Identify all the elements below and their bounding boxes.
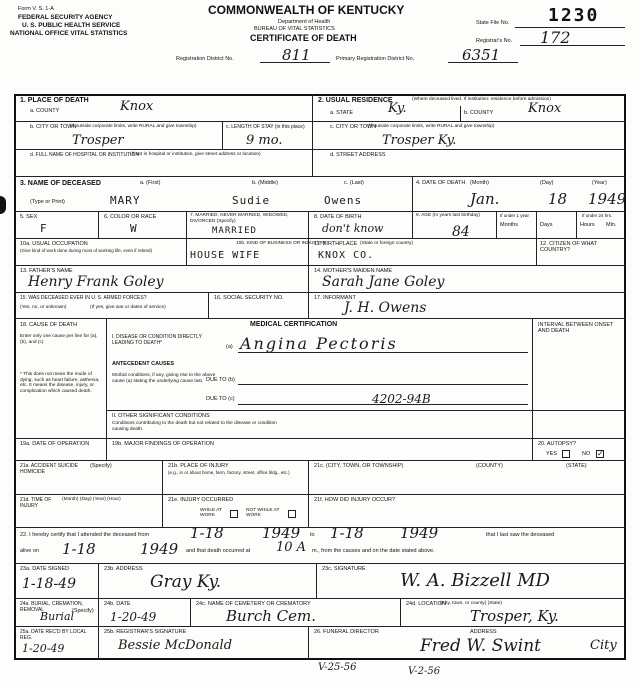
place-of-injury-note: (e.g., in or about home, farm, factory, street, office bldg., etc.) bbox=[168, 470, 290, 475]
injury-state-label: (STATE) bbox=[566, 463, 587, 469]
autopsy-label: 20. AUTOPSY? bbox=[538, 441, 577, 447]
funeral-director-city: City bbox=[590, 638, 617, 653]
attended-to-year: 1949 bbox=[400, 524, 439, 542]
burial: Burial bbox=[40, 610, 75, 623]
attended-from-year: 1949 bbox=[262, 524, 301, 542]
state-file-number: 1230 bbox=[548, 5, 600, 26]
state-file-label: State File No. bbox=[476, 20, 510, 26]
primary-district-label: Primary Registration District No. bbox=[336, 56, 415, 62]
accident-specify: (Specify) bbox=[90, 463, 112, 469]
location-cols: (City, town, or county) (State) bbox=[440, 601, 503, 606]
registration-district-label: Registration District No. bbox=[176, 56, 234, 62]
interval-label: INTERVAL BETWEEN ONSET AND DEATH bbox=[538, 322, 614, 334]
physician-signature: W. A. Bizzell MD bbox=[400, 570, 550, 591]
cause-note-2: * This does not mean the mode of dying, such as heart failure, asthenia, etc. It means the disease, injury, or complication which caused death. bbox=[20, 372, 100, 394]
alive-on-label: alive on bbox=[20, 548, 39, 554]
date-received: 1-20-49 bbox=[22, 642, 65, 655]
occupation-note: (Give kind of work done during most of working life, even if retired) bbox=[20, 248, 153, 253]
funeral-director: Fred W. Swint bbox=[420, 636, 541, 656]
registration-district-number: 811 bbox=[282, 46, 311, 64]
date-received-label: 25a. DATE REC'D BY LOCAL REG. bbox=[20, 629, 87, 641]
pod-county-label: a. COUNTY bbox=[30, 108, 60, 114]
autopsy-yes-checkbox[interactable] bbox=[562, 450, 570, 458]
accident-label: 21a. ACCIDENT SUICIDE HOMICIDE bbox=[20, 463, 78, 475]
agency-line-3: NATIONAL OFFICE VITAL STATISTICS bbox=[10, 30, 128, 37]
death-time: 10 A bbox=[276, 540, 307, 555]
physician-address: Gray Ky. bbox=[150, 572, 222, 592]
informant: J. H. Owens bbox=[344, 300, 427, 316]
due-to-c-label: DUE TO (c) bbox=[206, 396, 235, 402]
address-label: 23b. ADDRESS bbox=[104, 566, 143, 572]
res-city-note: (If outside corporate limits, write RURAL and give township) bbox=[368, 124, 495, 129]
industry-label: 10b. KIND OF BUSINESS OR INDUSTRY bbox=[236, 241, 327, 246]
marital: MARRIED bbox=[212, 226, 257, 236]
medical-heading: MEDICAL CERTIFICATION bbox=[250, 321, 338, 328]
funeral-director-label: 26. FUNERAL DIRECTOR bbox=[314, 629, 379, 635]
armed-forces-note: (Yes, no, or unknown) bbox=[20, 305, 67, 310]
burial-date: 1-20-49 bbox=[110, 610, 157, 624]
hours-label: Hours bbox=[580, 222, 595, 228]
res-city: Trosper Ky. bbox=[382, 133, 457, 148]
agency-line-2: U. S. PUBLIC HEALTH SERVICE bbox=[22, 22, 121, 29]
registrar-signature-label: 25b. REGISTRAR'S SIGNATURE bbox=[104, 629, 187, 635]
department: Department of Health bbox=[278, 19, 331, 25]
due-to-b-label: DUE TO (b) bbox=[206, 377, 235, 383]
funeral-director-address-label: ADDRESS bbox=[470, 629, 497, 635]
date-signed-label: 23a. DATE SIGNED bbox=[20, 566, 70, 572]
registrar-number-label: Registrar's No. bbox=[476, 38, 513, 44]
dod-year-label: (Year) bbox=[592, 180, 607, 186]
certify-to: to bbox=[310, 532, 315, 538]
last-name: Owens bbox=[324, 194, 363, 207]
father-label: 13. FATHER'S NAME bbox=[20, 268, 73, 274]
operation-findings-label: 19b. MAJOR FINDINGS OF OPERATION bbox=[112, 441, 214, 447]
marital-label: 7. MARRIED, NEVER MARRIED, WIDOWED, DIVORCED (Specify) bbox=[190, 213, 289, 224]
usual-residence-note: (Where deceased lived. If institution: residence before admission) bbox=[412, 97, 551, 102]
other-conditions-note: Conditions contributing to the death but not related to the disease or condition causing death. bbox=[112, 421, 277, 432]
res-state: Ky. bbox=[388, 101, 407, 116]
birth-label: 8. DATE OF BIRTH bbox=[314, 214, 362, 220]
autopsy-no-label: NO bbox=[582, 451, 591, 457]
res-state-label: a. STATE bbox=[330, 110, 354, 116]
sex-label: 5. SEX bbox=[20, 214, 38, 220]
agency-line-1: FEDERAL SECURITY AGENCY bbox=[18, 14, 113, 21]
pod-city: Trosper bbox=[72, 133, 124, 148]
days-label: Days bbox=[540, 222, 553, 228]
location-label: 24d. LOCATION bbox=[406, 601, 446, 607]
birthplace-label: 11. BIRTHPLACE bbox=[314, 241, 358, 247]
primary-district-number: 6351 bbox=[462, 46, 501, 64]
pod-stay: 9 mo. bbox=[246, 133, 283, 148]
antecedent-label: ANTECEDENT CAUSES bbox=[112, 361, 175, 367]
attended-from: 1-18 bbox=[190, 524, 224, 542]
signature-label: 23c. SIGNATURE bbox=[322, 566, 366, 572]
dod-day: 18 bbox=[548, 190, 568, 208]
birthplace: KNOX CO. bbox=[318, 250, 375, 261]
attended-to: 1-18 bbox=[330, 524, 364, 542]
age-label: 9. AGE (In years last birthday) bbox=[416, 213, 480, 218]
margin-note-2: V-2-56 bbox=[408, 666, 441, 677]
birthplace-note: (State or foreign country) bbox=[360, 241, 414, 246]
dod-day-label: (Day) bbox=[540, 180, 554, 186]
certificate-title: CERTIFICATE OF DEATH bbox=[250, 33, 357, 43]
cause-label: 18. CAUSE OF DEATH bbox=[20, 322, 78, 328]
disease-label: I. DISEASE OR CONDITION DIRECTLY LEADING TO DEATH* bbox=[112, 334, 202, 346]
registrar-signature: Bessie McDonald bbox=[118, 638, 233, 653]
first-name-label: a. (First) bbox=[140, 180, 161, 186]
first-name: MARY bbox=[110, 194, 141, 207]
burial-location: Trosper, Ky. bbox=[470, 607, 559, 625]
certify-text-3: m., from the causes and on the date stated above. bbox=[312, 548, 435, 554]
burial-date-label: 24b. DATE bbox=[104, 601, 131, 607]
months-label: Months bbox=[500, 222, 519, 228]
under-24-hours-label: If under 24 hrs. bbox=[582, 213, 613, 218]
dod-month-label: (Month) bbox=[470, 180, 489, 186]
while-at-work-label: WHILE AT WORK bbox=[200, 508, 222, 518]
burial-label: 24a. BURIAL, CREMATION, REMOVAL bbox=[20, 601, 83, 613]
occupation: HOUSE WIFE bbox=[190, 250, 261, 261]
margin-note-1: V-25-56 bbox=[318, 662, 357, 673]
other-conditions-label: II. OTHER SIGNIFICANT CONDITIONS bbox=[112, 413, 210, 419]
cause-a-label: (a) bbox=[226, 344, 233, 350]
injury-occurred-label: 21e. INJURY OCCURRED bbox=[168, 497, 234, 503]
time-of-injury-cols: (Month) (Day) (Year) (Hour) bbox=[62, 497, 121, 502]
pod-hospital-label: d. FULL NAME OF HOSPITAL OR INSTITUTION bbox=[30, 152, 139, 158]
cemetery-label: 24c. NAME OF CEMETERY OR CREMATORY bbox=[196, 601, 311, 607]
birth: don't know bbox=[322, 222, 384, 235]
cemetery: Burch Cem. bbox=[226, 607, 317, 625]
place-of-injury-label: 21b. PLACE OF INJURY bbox=[168, 463, 229, 469]
res-county: Knox bbox=[528, 101, 562, 116]
informant-label: 17. INFORMANT bbox=[314, 295, 356, 301]
pod-county: Knox bbox=[120, 99, 154, 114]
name-label: 3. NAME OF DECEASED bbox=[20, 180, 101, 187]
autopsy-yes-label: YES bbox=[546, 451, 558, 457]
operation-date-label: 19a. DATE OF OPERATION bbox=[20, 441, 90, 447]
pod-stay-label: c. LENGTH OF STAY (in this place) bbox=[226, 124, 305, 130]
dod-year: 1949 bbox=[588, 190, 627, 208]
while-at-work-checkbox[interactable] bbox=[230, 510, 238, 518]
citizen-label: 12. CITIZEN OF WHAT COUNTRY? bbox=[540, 241, 597, 253]
sex: F bbox=[40, 222, 48, 235]
autopsy-no-checkbox[interactable]: ✓ bbox=[597, 449, 604, 458]
date-signed: 1-18-49 bbox=[22, 576, 76, 592]
death-occurred-label: and that death occurred at bbox=[186, 548, 251, 554]
certify-text-2: that I last saw the deceased bbox=[486, 532, 555, 538]
cause-a: Angina Pectoris bbox=[240, 334, 398, 353]
form-number: Form V. S. 1-A bbox=[18, 6, 54, 12]
morbid-note: Morbid conditions, if any, giving rise to the above cause (a) stating the underlying cause last. bbox=[112, 373, 216, 384]
under-1-year-label: If under 1 year bbox=[500, 213, 530, 218]
injury-county-label: (COUNTY) bbox=[476, 463, 503, 469]
burial-specify: (Specify) bbox=[72, 608, 94, 614]
pod-city-label: b. CITY OR TOWN bbox=[30, 124, 77, 130]
usual-residence-label: 2. USUAL RESIDENCE bbox=[318, 97, 393, 104]
not-while-at-work-label: NOT WHILE AT WORK bbox=[246, 508, 280, 518]
mother: Sarah Jane Goley bbox=[322, 274, 445, 290]
document-title: COMMONWEALTH OF KENTUCKY bbox=[208, 3, 405, 17]
res-street-label: d. STREET ADDRESS bbox=[330, 152, 386, 158]
alive-on-year: 1949 bbox=[140, 540, 179, 558]
res-county-label: b. COUNTY bbox=[464, 110, 494, 116]
middle-name-label: b. (Middle) bbox=[252, 180, 278, 186]
binder-hole-mark bbox=[0, 196, 6, 214]
injury-city-label: 21c. (CITY, TOWN, OR TOWNSHIP) bbox=[314, 463, 404, 469]
alive-on: 1-18 bbox=[62, 540, 96, 558]
color: W bbox=[130, 222, 138, 235]
middle-name: Sudie bbox=[232, 194, 271, 207]
color-label: 6. COLOR OR RACE bbox=[104, 214, 157, 220]
not-while-at-work-checkbox[interactable] bbox=[288, 510, 296, 518]
father: Henry Frank Goley bbox=[28, 274, 164, 290]
name-note: (Type or Print) bbox=[30, 199, 65, 205]
date-of-death-label: 4. DATE OF DEATH bbox=[416, 180, 466, 186]
ssn-label: 16. SOCIAL SECURITY NO. bbox=[214, 295, 284, 301]
occupation-label: 10a. USUAL OCCUPATION bbox=[20, 241, 88, 247]
cause-code: 4202-94B bbox=[372, 392, 431, 406]
res-city-label: c. CITY OR TOWN bbox=[330, 124, 377, 130]
pod-hospital-note: (If not in hospital or institution, give street address or location) bbox=[130, 152, 261, 157]
last-name-label: c. (Last) bbox=[344, 180, 364, 186]
how-injury-label: 21f. HOW DID INJURY OCCUR? bbox=[314, 497, 396, 503]
dod-month: Jan. bbox=[470, 190, 500, 208]
bureau: BUREAU OF VITAL STATISTICS bbox=[254, 26, 335, 32]
minutes-label: Min. bbox=[606, 222, 617, 228]
registrar-number: 172 bbox=[540, 28, 571, 47]
age: 84 bbox=[452, 224, 470, 240]
cause-note-1: Enter only one cause per line for (a), (b), and (c) bbox=[20, 334, 98, 345]
armed-forces-dates: (If yes, give war or dates of service) bbox=[90, 305, 166, 310]
place-of-death-label: 1. PLACE OF DEATH bbox=[20, 97, 89, 104]
certify-text-1: 22. I hereby certify that I attended the deceased from bbox=[20, 532, 150, 538]
time-of-injury-label: 21d. TIME OF INJURY bbox=[20, 497, 52, 509]
mother-label: 14. MOTHER'S MAIDEN NAME bbox=[314, 268, 393, 274]
armed-forces-label: 15. WAS DECEASED EVER IN U. S. ARMED FORCES? bbox=[20, 295, 147, 301]
pod-city-note: (If outside corporate limits, write RURAL and give township) bbox=[70, 124, 197, 129]
